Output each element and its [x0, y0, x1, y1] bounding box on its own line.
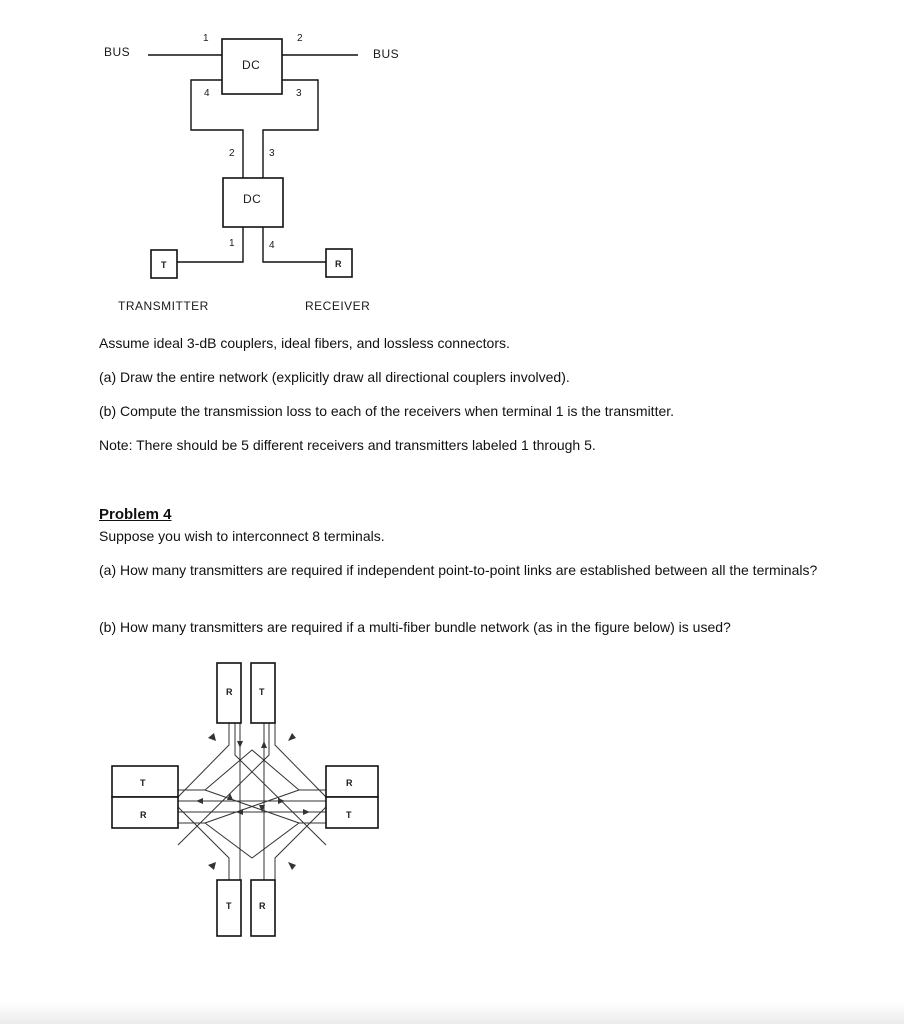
- coupler-top-port-3: 3: [296, 88, 302, 99]
- coupler-bottom-port-4: 4: [269, 240, 275, 251]
- bottom-terminal-node: [217, 880, 275, 936]
- coupler-bottom-port-3: 3: [269, 148, 275, 159]
- right-terminal-node: [326, 766, 378, 828]
- bus-right-label: BUS: [373, 47, 400, 61]
- bus-left-label: BUS: [104, 45, 131, 59]
- coupler-bottom-port-1: 1: [229, 238, 235, 249]
- problem3-note: Note: There should be 5 different receivers and transmitters labeled 1 through 5.: [99, 437, 596, 453]
- page-bottom-shadow: [0, 1002, 904, 1024]
- right-node-transmitter: T: [346, 810, 352, 820]
- bottom-node-receiver: R: [259, 901, 266, 911]
- problem4-part-a: (a) How many transmitters are required if independent point-to-point links are established between all the terminals?: [99, 562, 818, 578]
- problem4-part-b: (b) How many transmitters are required if a multi-fiber bundle network (as in the figure below) is used?: [99, 619, 731, 635]
- coupler-top-label: DC: [242, 58, 261, 72]
- transmitter-box-label: T: [161, 260, 167, 270]
- transmitter-caption: TRANSMITTER: [118, 299, 209, 313]
- receiver-caption: RECEIVER: [305, 299, 371, 313]
- assumption-text: Assume ideal 3-dB couplers, ideal fibers, and lossless connectors.: [99, 335, 510, 351]
- left-node-receiver: R: [140, 810, 147, 820]
- top-node-receiver: R: [226, 687, 233, 697]
- horizontal-fiber-bundle: [178, 750, 326, 858]
- left-node-transmitter: T: [140, 778, 146, 788]
- coupler-bottom-port-2: 2: [229, 148, 235, 159]
- problem4-heading: Problem 4: [99, 506, 172, 523]
- top-node-transmitter: T: [259, 687, 265, 697]
- bottom-node-transmitter: T: [226, 901, 232, 911]
- left-terminal-node: [112, 766, 178, 828]
- coupler-top-port-4: 4: [204, 88, 210, 99]
- top-terminal-node: [217, 663, 275, 723]
- receiver-box-label: R: [335, 259, 342, 269]
- problem3-part-b: (b) Compute the transmission loss to each of the receivers when terminal 1 is the transmitter.: [99, 403, 675, 419]
- coupler-top-port-1: 1: [203, 33, 209, 44]
- right-node-receiver: R: [346, 778, 353, 788]
- problem3-part-a: (a) Draw the entire network (explicitly draw all directional couplers involved).: [99, 369, 570, 385]
- coupler-top-port-2: 2: [297, 33, 303, 44]
- problem4-intro: Suppose you wish to interconnect 8 terminals.: [99, 528, 385, 544]
- coupler-bottom-label: DC: [243, 192, 262, 206]
